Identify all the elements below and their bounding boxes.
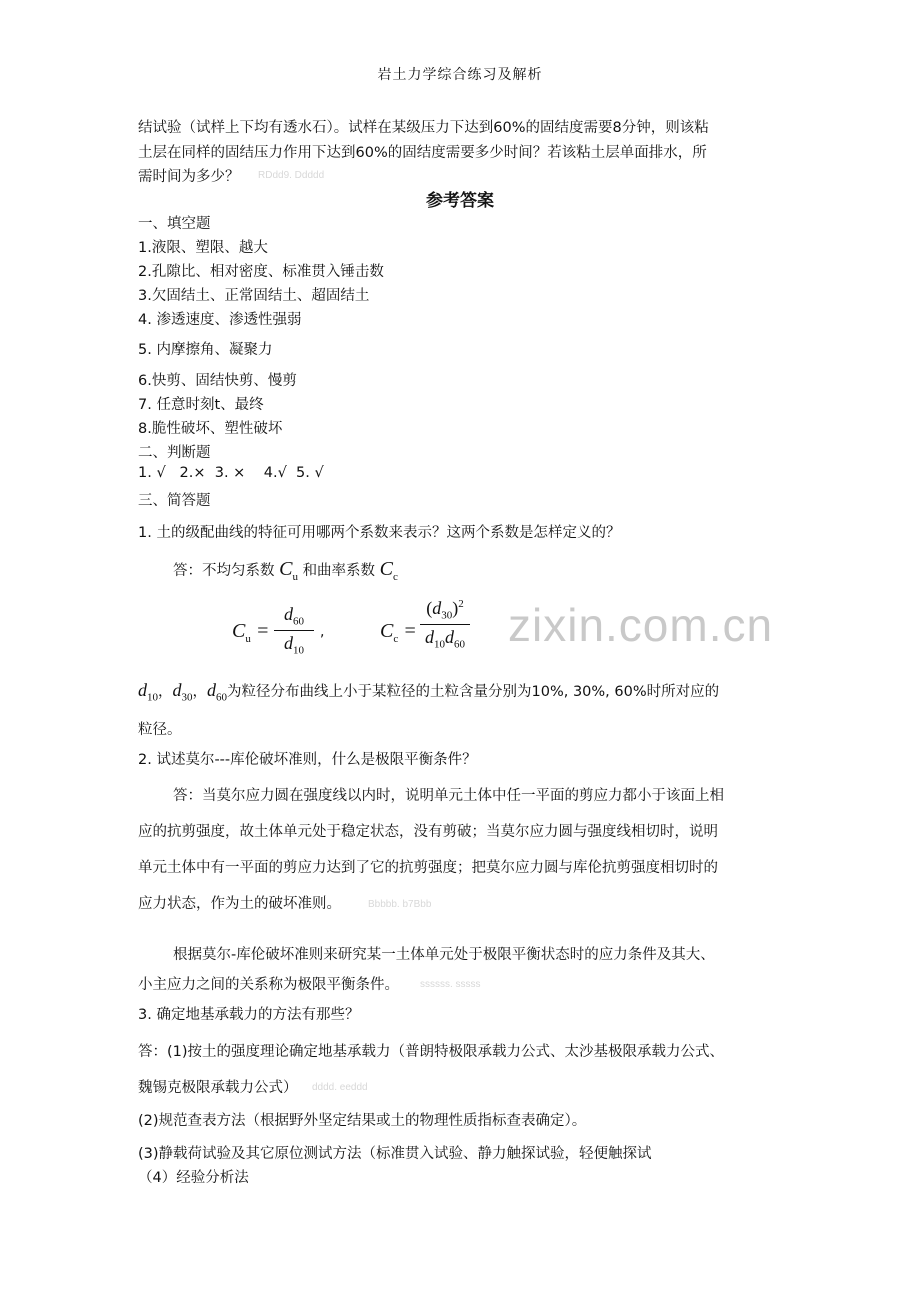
q1-answer-prefix: 答：不均匀系数 xyxy=(173,563,275,579)
q2-answer-line: 单元土体中有一平面的剪应力达到了它的抗剪强度；把莫尔应力圆与库伦抗剪强度相切时的 xyxy=(138,860,718,876)
cu-fraction: $d_{60}$ $d_{10}$ xyxy=(274,604,314,656)
q3-answer-line: （4）经验分析法 xyxy=(138,1170,249,1186)
faint-mark: dddd. eeddd xyxy=(312,1082,368,1093)
faint-mark: RDdd9. Ddddd xyxy=(258,170,325,181)
page-header: 岩土力学综合练习及解析 xyxy=(377,67,543,83)
cc-fraction: $(d_{30})^2$ $d_{10}d_{60}$ xyxy=(420,598,470,650)
q3-answer-line: (3)静载荷试验及其它原位测试方法（标准贯入试验、静力触探试验，轻便触探试 xyxy=(138,1146,652,1162)
q2-limit-line: 小主应力之间的关系称为极限平衡条件。 xyxy=(138,977,399,993)
q2-answer-line: 答：当莫尔应力圆在强度线以内时，说明单元土体中任一平面的剪应力都小于该面上相 xyxy=(173,788,724,804)
fill-answer: 4. 渗透速度、渗透性强弱 xyxy=(138,312,302,328)
q3-answer-line: 答：(1)按土的强度理论确定地基承载力（普朗特极限承载力公式、太沙基极限承载力公式、 xyxy=(138,1044,725,1060)
cc-lhs: $C_c$ = xyxy=(380,620,417,645)
question-2: 2. 试述莫尔---库伦破坏准则，什么是极限平衡条件？ xyxy=(138,752,477,768)
fill-answer: 6.快剪、固结快剪、慢剪 xyxy=(138,373,297,389)
q1-definition: $d_{10}$，$d_{30}$，$d_{60}$为粒径分布曲线上小于某粒径的土粒含量分别为10%, 30%, 60%时所对应的 xyxy=(138,680,720,704)
q1-answer xyxy=(173,558,398,583)
fill-answer: 5. 内摩擦角、凝聚力 xyxy=(138,342,273,358)
q1-definition-text: 为粒径分布曲线上小于某粒径的土粒含量分别为10%, 30%, 60%时所对应的 xyxy=(227,684,720,700)
question-tail-line: 结试验（试样上下均有透水石）。试样在某级压力下达到60%的固结度需要8分钟，则该粘 xyxy=(138,120,709,136)
fill-answer: 2.孔隙比、相对密度、标准贯入锤击数 xyxy=(138,264,384,280)
q2-answer-line: 应力状态，作为土的破坏准则。 xyxy=(138,896,341,912)
d60-symbol: $d_{60}$ xyxy=(207,680,227,704)
q2-answer-line: 应的抗剪强度，故土体单元处于稳定状态，没有剪破；当莫尔应力圆与强度线相切时，说明 xyxy=(138,824,718,840)
cc-symbol: $C_c$ xyxy=(379,558,398,583)
formula-separator: , xyxy=(320,624,325,640)
section-heading: 三、简答题 xyxy=(138,493,211,509)
coefficient-formulas xyxy=(228,598,508,662)
q1-answer-mid: 和曲率系数 xyxy=(302,563,376,579)
q2-limit-line: 根据莫尔-库伦破坏准则来研究某一土体单元处于极限平衡状态时的应力条件及其大、 xyxy=(173,947,715,963)
question-tail-line: 土层在同样的固结压力作用下达到60%的固结度需要多少时间？若该粘土层单面排水，所 xyxy=(138,145,707,161)
faint-mark: ssssss. sssss xyxy=(420,979,481,990)
fill-answer: 8.脆性破坏、塑性破坏 xyxy=(138,421,283,437)
fill-answer: 3.欠固结土、正常固结土、超固结土 xyxy=(138,288,370,304)
q3-answer-line: 魏锡克极限承载力公式） xyxy=(138,1080,298,1096)
question-1: 1. 土的级配曲线的特征可用哪两个系数来表示？这两个系数是怎样定义的？ xyxy=(138,525,621,541)
fill-answer: 7. 任意时刻t、最终 xyxy=(138,397,264,413)
section-heading: 一、填空题 xyxy=(138,216,211,232)
d30-symbol: $d_{30}$ xyxy=(172,680,193,704)
faint-mark: Bbbbb. b7Bbb xyxy=(368,899,432,910)
section-heading: 二、判断题 xyxy=(138,445,211,461)
judgment-answers: 1. √ 2.× 3. × 4.√ 5. √ xyxy=(138,465,324,481)
fill-answer: 1.液限、塑限、越大 xyxy=(138,240,268,256)
q3-answer-line: (2)规范查表方法（根据野外坚定结果或土的物理性质指标查表确定）。 xyxy=(138,1113,587,1129)
cu-lhs: $C_u$ = xyxy=(232,620,270,645)
d10-symbol: $d_{10}$ xyxy=(138,680,158,704)
cu-symbol: $C_u$ xyxy=(279,558,298,583)
question-tail-line: 需时间为多少？ xyxy=(138,169,240,185)
q1-definition-tail: 粒径。 xyxy=(138,722,182,738)
watermark: zixin.com.cn xyxy=(508,599,774,651)
answers-title: 参考答案 xyxy=(426,191,494,211)
question-3: 3. 确定地基承载力的方法有那些？ xyxy=(138,1007,360,1023)
